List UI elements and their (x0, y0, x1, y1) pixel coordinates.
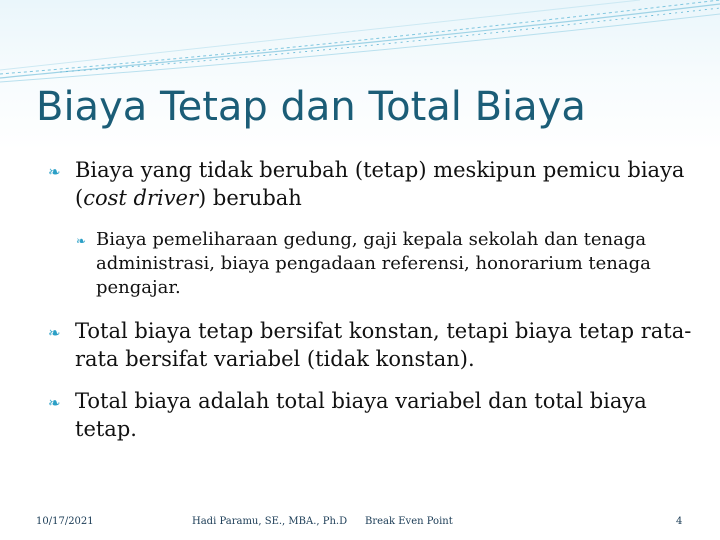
bullet-text: Total biaya tetap bersifat konstan, tetapi biaya tetap rata-rata bersifat variabel (tidak konstan). (75, 319, 692, 371)
bullet-icon: ❧ (76, 234, 87, 248)
bullet-text: Total biaya adalah total biaya variabel dan total biaya tetap. (75, 389, 647, 441)
bullet-italic-term: cost driver (83, 185, 199, 210)
bullet-icon: ❧ (48, 394, 61, 412)
slide-title: Biaya Tetap dan Total Biaya (36, 84, 586, 130)
page-number: 4 (676, 516, 683, 527)
bullet-total-cost (48, 388, 698, 443)
footer-topic: Break Even Point (365, 516, 453, 527)
bullet-text: ) berubah (198, 185, 302, 210)
bullet-fixed-cost (48, 157, 698, 212)
subbullet-text: Biaya pemeliharaan gedung, gaji kepala sekolah dan tenaga administrasi, biaya pengadaan referensi, honorarium tenaga pengajar. (96, 229, 651, 298)
footer-author: Hadi Paramu, SE., MBA., Ph.D (192, 516, 348, 527)
bullet-icon: ❧ (48, 163, 61, 181)
bullet-icon: ❧ (48, 324, 61, 342)
bullet-text: Biaya yang tidak berubah (tetap) meskipun pemicu biaya ( (75, 158, 685, 210)
subbullet-examples (76, 228, 676, 299)
header-wave-decoration (0, 0, 720, 90)
footer-date: 10/17/2021 (36, 516, 94, 527)
bullet-total-fixed-cost (48, 318, 698, 373)
